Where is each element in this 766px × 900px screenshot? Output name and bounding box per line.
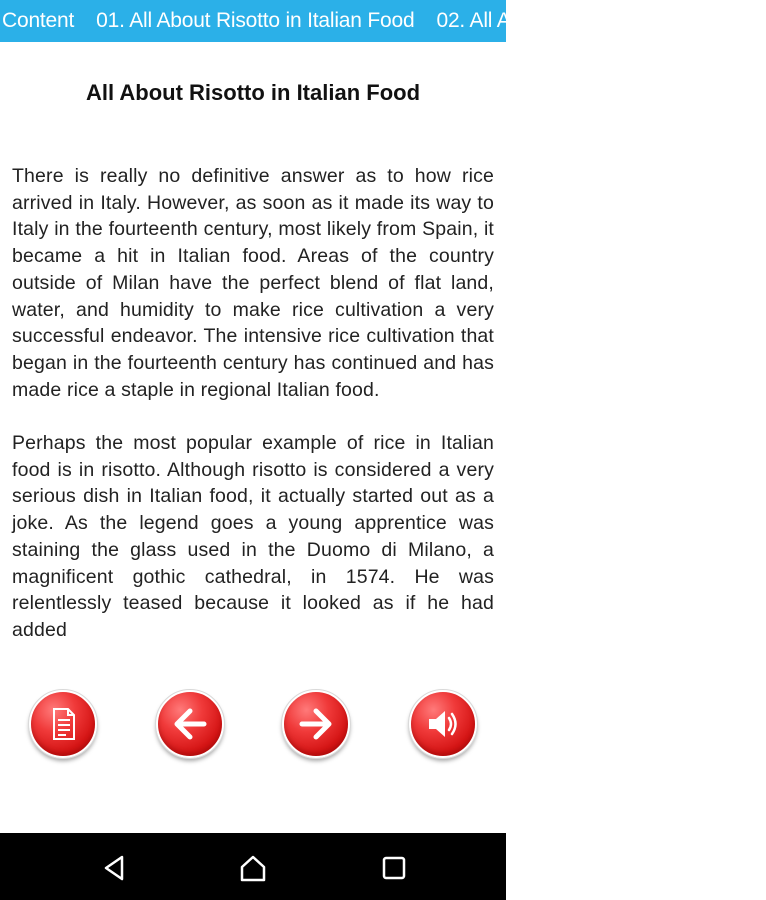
speaker-icon (423, 704, 463, 744)
article-body (12, 163, 494, 670)
article-paragraph: Perhaps the most popular example of rice in Italian food is in risotto. Although risotto is considered a very serious dish in Italian food, it actually started out as a joke. As the legend goes a young apprentice was staining the glass used in the Duomo di Milano, a magnificent gothic cathedral, in 1574. He was relentlessly teased because it looked as if he had added (12, 432, 494, 641)
back-icon[interactable] (100, 853, 130, 883)
article-title: All About Risotto in Italian Food (85, 80, 421, 105)
tab-bar (0, 0, 755, 42)
tab-chapter-02[interactable]: 02. All About Risotto in Italian Food (436, 9, 755, 32)
tabs-track (0, 0, 766, 42)
article-paragraph: There is really no definitive answer as to how rice arrived in Italy. However, as soon as it made its way to Italy in the fourteenth century, most likely from Spain, it became a hit in Italian food. Areas of the country outside of Milan have the perfect blend of flat land, water, and humidity to make rice cultivation a very successful endeavor. The intensive rice cultivation that began in the fourteenth century has continued and has made rice a staple in regional Italian food. (12, 165, 494, 401)
home-icon[interactable] (238, 853, 268, 883)
contents-button[interactable] (29, 690, 97, 758)
next-button[interactable] (282, 690, 350, 758)
arrow-left-icon (170, 704, 210, 744)
tab-content[interactable]: Content (2, 9, 75, 32)
recents-icon[interactable] (379, 853, 409, 883)
tab-chapter-01[interactable]: 01. All About Risotto in Italian Food (96, 9, 415, 32)
article-view[interactable] (0, 42, 506, 685)
sound-button[interactable] (409, 690, 477, 758)
previous-button[interactable] (156, 690, 224, 758)
document-icon (43, 704, 83, 744)
control-bar (0, 685, 506, 833)
arrow-right-icon (296, 704, 336, 744)
system-nav-bar (0, 833, 506, 900)
